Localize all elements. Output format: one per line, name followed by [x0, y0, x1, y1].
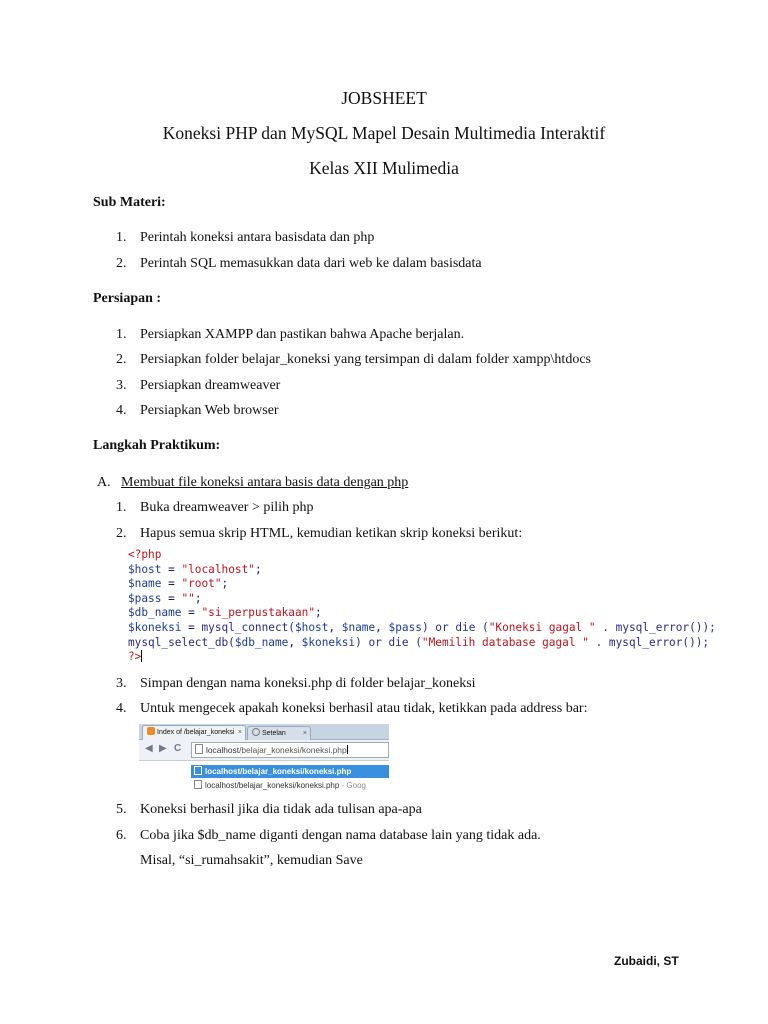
code-token: $koneksi — [128, 620, 182, 634]
list-text: Untuk mengecek apakah koneksi berhasil atau tidak, ketikkan pada address bar: — [140, 701, 588, 716]
address-host: localhost — [206, 745, 240, 755]
code-token: $pass — [128, 591, 162, 605]
list-text: Misal, “si_rumahsakit”, kemudian Save — [140, 853, 363, 868]
code-token: "localhost" — [181, 562, 255, 576]
list-text: Persiapkan XAMPP dan pastikan bahwa Apache berjalan. — [140, 327, 465, 342]
code-token: "Koneksi gagal " — [488, 620, 596, 634]
page-icon — [194, 766, 202, 775]
list-text: Persiapkan Web browser — [140, 403, 279, 418]
code-token: = — [161, 591, 182, 605]
langkah-heading: Langkah Praktikum: — [93, 438, 221, 453]
browser-tab-active[interactable] — [142, 725, 246, 740]
code-token: ) or die ( — [355, 635, 422, 649]
code-token: mysql_connect( — [201, 620, 295, 634]
list-text: Simpan dengan nama koneksi.php di folder belajar_koneksi — [140, 676, 476, 691]
code-token: , — [328, 620, 342, 634]
sub-materi-heading: Sub Materi: — [93, 195, 166, 210]
list-number: 5. — [116, 802, 127, 817]
browser-toolbar — [139, 740, 389, 761]
code-token: . mysql_error()); — [595, 620, 716, 634]
php-code-snippet — [128, 548, 768, 670]
list-number: 2. — [116, 256, 127, 271]
code-token: ; — [254, 562, 262, 576]
folder-icon — [147, 727, 155, 735]
persiapan-heading: Persiapan : — [93, 291, 162, 306]
code-token: $host — [295, 620, 329, 634]
code-token: "Memilih database gagal " — [421, 635, 589, 649]
wrench-icon — [252, 728, 260, 736]
list-text: Perintah koneksi antara basisdata dan php — [140, 230, 375, 245]
footer-author: Zubaidi, ST — [614, 954, 679, 968]
list-text: Koneksi berhasil jika dia tidak ada tulisan apa-apa — [140, 802, 422, 817]
code-token: ; — [194, 591, 202, 605]
code-token: $name — [341, 620, 376, 634]
list-number: 2. — [116, 352, 127, 367]
code-token: ) or die ( — [421, 620, 489, 634]
list-number: 4. — [116, 701, 127, 716]
suggestion-source: - Goog — [339, 781, 366, 790]
code-token: $name — [128, 577, 162, 591]
code-token: ; — [221, 577, 229, 591]
list-text: Hapus semua skrip HTML, kemudian ketikan skrip koneksi berikut: — [140, 526, 523, 541]
browser-tab[interactable] — [247, 726, 311, 740]
list-number: 4. — [116, 403, 127, 418]
list-number: 1. — [116, 500, 127, 515]
code-token: , — [375, 620, 389, 634]
back-icon[interactable]: ◀ — [145, 743, 153, 754]
text-cursor — [347, 745, 348, 754]
code-token: = — [181, 620, 202, 634]
browser-screenshot — [139, 724, 389, 792]
code-token: , — [288, 635, 302, 649]
document-subtitle: Koneksi PHP dan MySQL Mapel Desain Multimedia Interaktif — [162, 123, 606, 143]
tab-label: Index of /belajar_koneksi — [157, 729, 235, 736]
page-title: JOBSHEET — [341, 88, 427, 108]
address-path: /belajar_koneksi/koneksi.php — [239, 745, 347, 755]
suggestion-text: localhost/belajar_koneksi/koneksi.php — [205, 781, 340, 790]
code-token: $db_name — [234, 635, 289, 649]
code-token: "root" — [181, 577, 222, 591]
suggestion-text: localhost/belajar_koneksi/koneksi.php — [205, 767, 352, 776]
code-token: mysql_select_db( — [128, 635, 235, 649]
section-a-title: Membuat file koneksi antara basis data dengan php — [121, 475, 409, 490]
page-icon — [195, 744, 203, 754]
code-token: $pass — [388, 620, 422, 634]
section-letter: A. — [97, 475, 111, 490]
autocomplete-suggestion[interactable] — [191, 779, 389, 792]
code-token: = — [161, 577, 182, 591]
address-bar[interactable] — [191, 742, 389, 758]
search-icon — [194, 780, 202, 789]
tab-label: Setelan — [262, 730, 286, 737]
code-token: "si_perpustakaan" — [201, 606, 316, 620]
text-cursor — [141, 650, 142, 662]
list-number: 3. — [116, 676, 127, 691]
code-token: . mysql_error()); — [588, 635, 710, 649]
list-number: 2. — [116, 526, 127, 541]
code-token: = — [161, 562, 182, 576]
close-icon[interactable]: × — [302, 730, 307, 737]
class-line: Kelas XII Mulimedia — [309, 158, 459, 178]
list-number: 3. — [116, 378, 127, 393]
code-token: $db_name — [128, 606, 182, 620]
close-icon[interactable]: × — [237, 729, 242, 736]
code-token: $koneksi — [301, 635, 356, 649]
code-token: $host — [128, 562, 162, 576]
list-text: Persiapkan folder belajar_koneksi yang tersimpan di dalam folder xampp\htdocs — [140, 352, 591, 367]
list-text: Coba jika $db_name diganti dengan nama database lain yang tidak ada. — [140, 828, 541, 843]
code-token: = — [181, 606, 202, 620]
code-token: ; — [315, 606, 322, 620]
list-number: 1. — [116, 327, 127, 342]
list-text: Buka dreamweaver > pilih php — [140, 500, 314, 515]
autocomplete-suggestion-selected[interactable] — [191, 765, 389, 778]
list-text: Persiapkan dreamweaver — [140, 378, 281, 393]
forward-icon[interactable]: ▶ — [159, 743, 167, 754]
reload-icon[interactable]: C — [174, 743, 182, 754]
code-token: "" — [181, 591, 195, 605]
list-number: 6. — [116, 828, 127, 843]
list-text: Perintah SQL memasukkan data dari web ke dalam basisdata — [140, 256, 482, 271]
browser-tab-bar — [139, 724, 389, 740]
php-close-tag: ?> — [128, 650, 142, 664]
list-number: 1. — [116, 230, 127, 245]
php-open-tag: <?php — [128, 548, 162, 561]
section-a — [97, 475, 409, 491]
